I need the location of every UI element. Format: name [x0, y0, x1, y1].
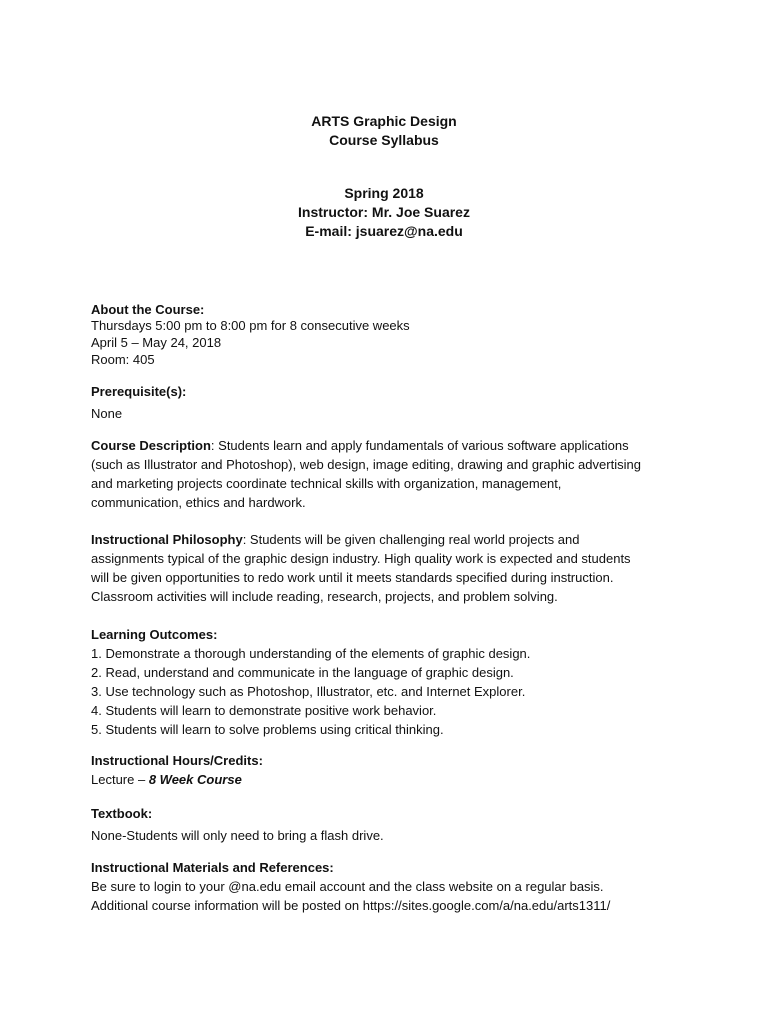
prereq-text: None [91, 406, 123, 421]
outcomes-heading: Learning Outcomes: [91, 627, 218, 642]
philosophy-line1: Instructional Philosophy: Students will be given challenging real world projects and [91, 532, 580, 547]
prereq-section [91, 382, 691, 423]
materials-line2: Additional course information will be posted on https://sites.google.com/a/na.edu/arts1311/ [91, 898, 611, 913]
description-line2: (such as Illustrator and Photoshop), web design, image editing, drawing and graphic advertising [91, 457, 641, 472]
description-line3: and marketing projects coordinate technical skills with organization, management, [91, 476, 562, 491]
philosophy-section [91, 530, 691, 606]
description-line4: communication, ethics and hardwork. [91, 495, 306, 510]
description-line1: Course Description: Students learn and apply fundamentals of various software applications [91, 438, 629, 453]
prereq-heading: Prerequisite(s): [91, 384, 187, 399]
materials-line1: Be sure to login to your @na.edu email account and the class website on a regular basis. [91, 879, 604, 894]
hours-emphasis: 8 Week Course [148, 772, 242, 787]
instructor-block [0, 184, 768, 241]
about-room: Room: 405 [91, 352, 155, 367]
outcome-item: 1. Demonstrate a thorough understanding of the elements of graphic design. [91, 646, 531, 661]
about-dates: April 5 – May 24, 2018 [91, 335, 222, 350]
outcomes-section [91, 625, 691, 739]
title-block [0, 112, 768, 150]
about-section [91, 300, 691, 369]
philosophy-line3: will be given opportunities to redo work until it meets standards specified during instruction. [91, 570, 614, 585]
term: Spring 2018 [344, 185, 424, 201]
about-heading: About the Course: [91, 302, 205, 317]
hours-text: Lecture – 8 Week Course [91, 772, 242, 787]
textbook-heading: Textbook: [91, 806, 153, 821]
instructor-email: E-mail: jsuarez@na.edu [305, 223, 463, 239]
outcome-item: 5. Students will learn to solve problems using critical thinking. [91, 722, 444, 737]
outcome-item: 4. Students will learn to demonstrate positive work behavior. [91, 703, 437, 718]
outcome-item: 2. Read, understand and communicate in the language of graphic design. [91, 665, 514, 680]
hours-heading: Instructional Hours/Credits: [91, 753, 263, 768]
hours-section [91, 751, 691, 789]
instructor: Instructor: Mr. Joe Suarez [298, 204, 470, 220]
textbook-text: None-Students will only need to bring a flash drive. [91, 828, 384, 843]
course-title: ARTS Graphic Design [311, 113, 457, 129]
philosophy-line4: Classroom activities will include reading, research, projects, and problem solving. [91, 589, 558, 604]
outcome-item: 3. Use technology such as Photoshop, Illustrator, etc. and Internet Explorer. [91, 684, 526, 699]
materials-section [91, 858, 691, 915]
about-schedule: Thursdays 5:00 pm to 8:00 pm for 8 consecutive weeks [91, 318, 410, 333]
document-title: Course Syllabus [329, 132, 439, 148]
philosophy-heading: Instructional Philosophy [91, 532, 243, 547]
philosophy-line2: assignments typical of the graphic design industry. High quality work is expected and students [91, 551, 631, 566]
textbook-section [91, 804, 691, 845]
materials-heading: Instructional Materials and References: [91, 860, 334, 875]
description-heading: Course Description [91, 438, 211, 453]
description-section [91, 436, 691, 512]
